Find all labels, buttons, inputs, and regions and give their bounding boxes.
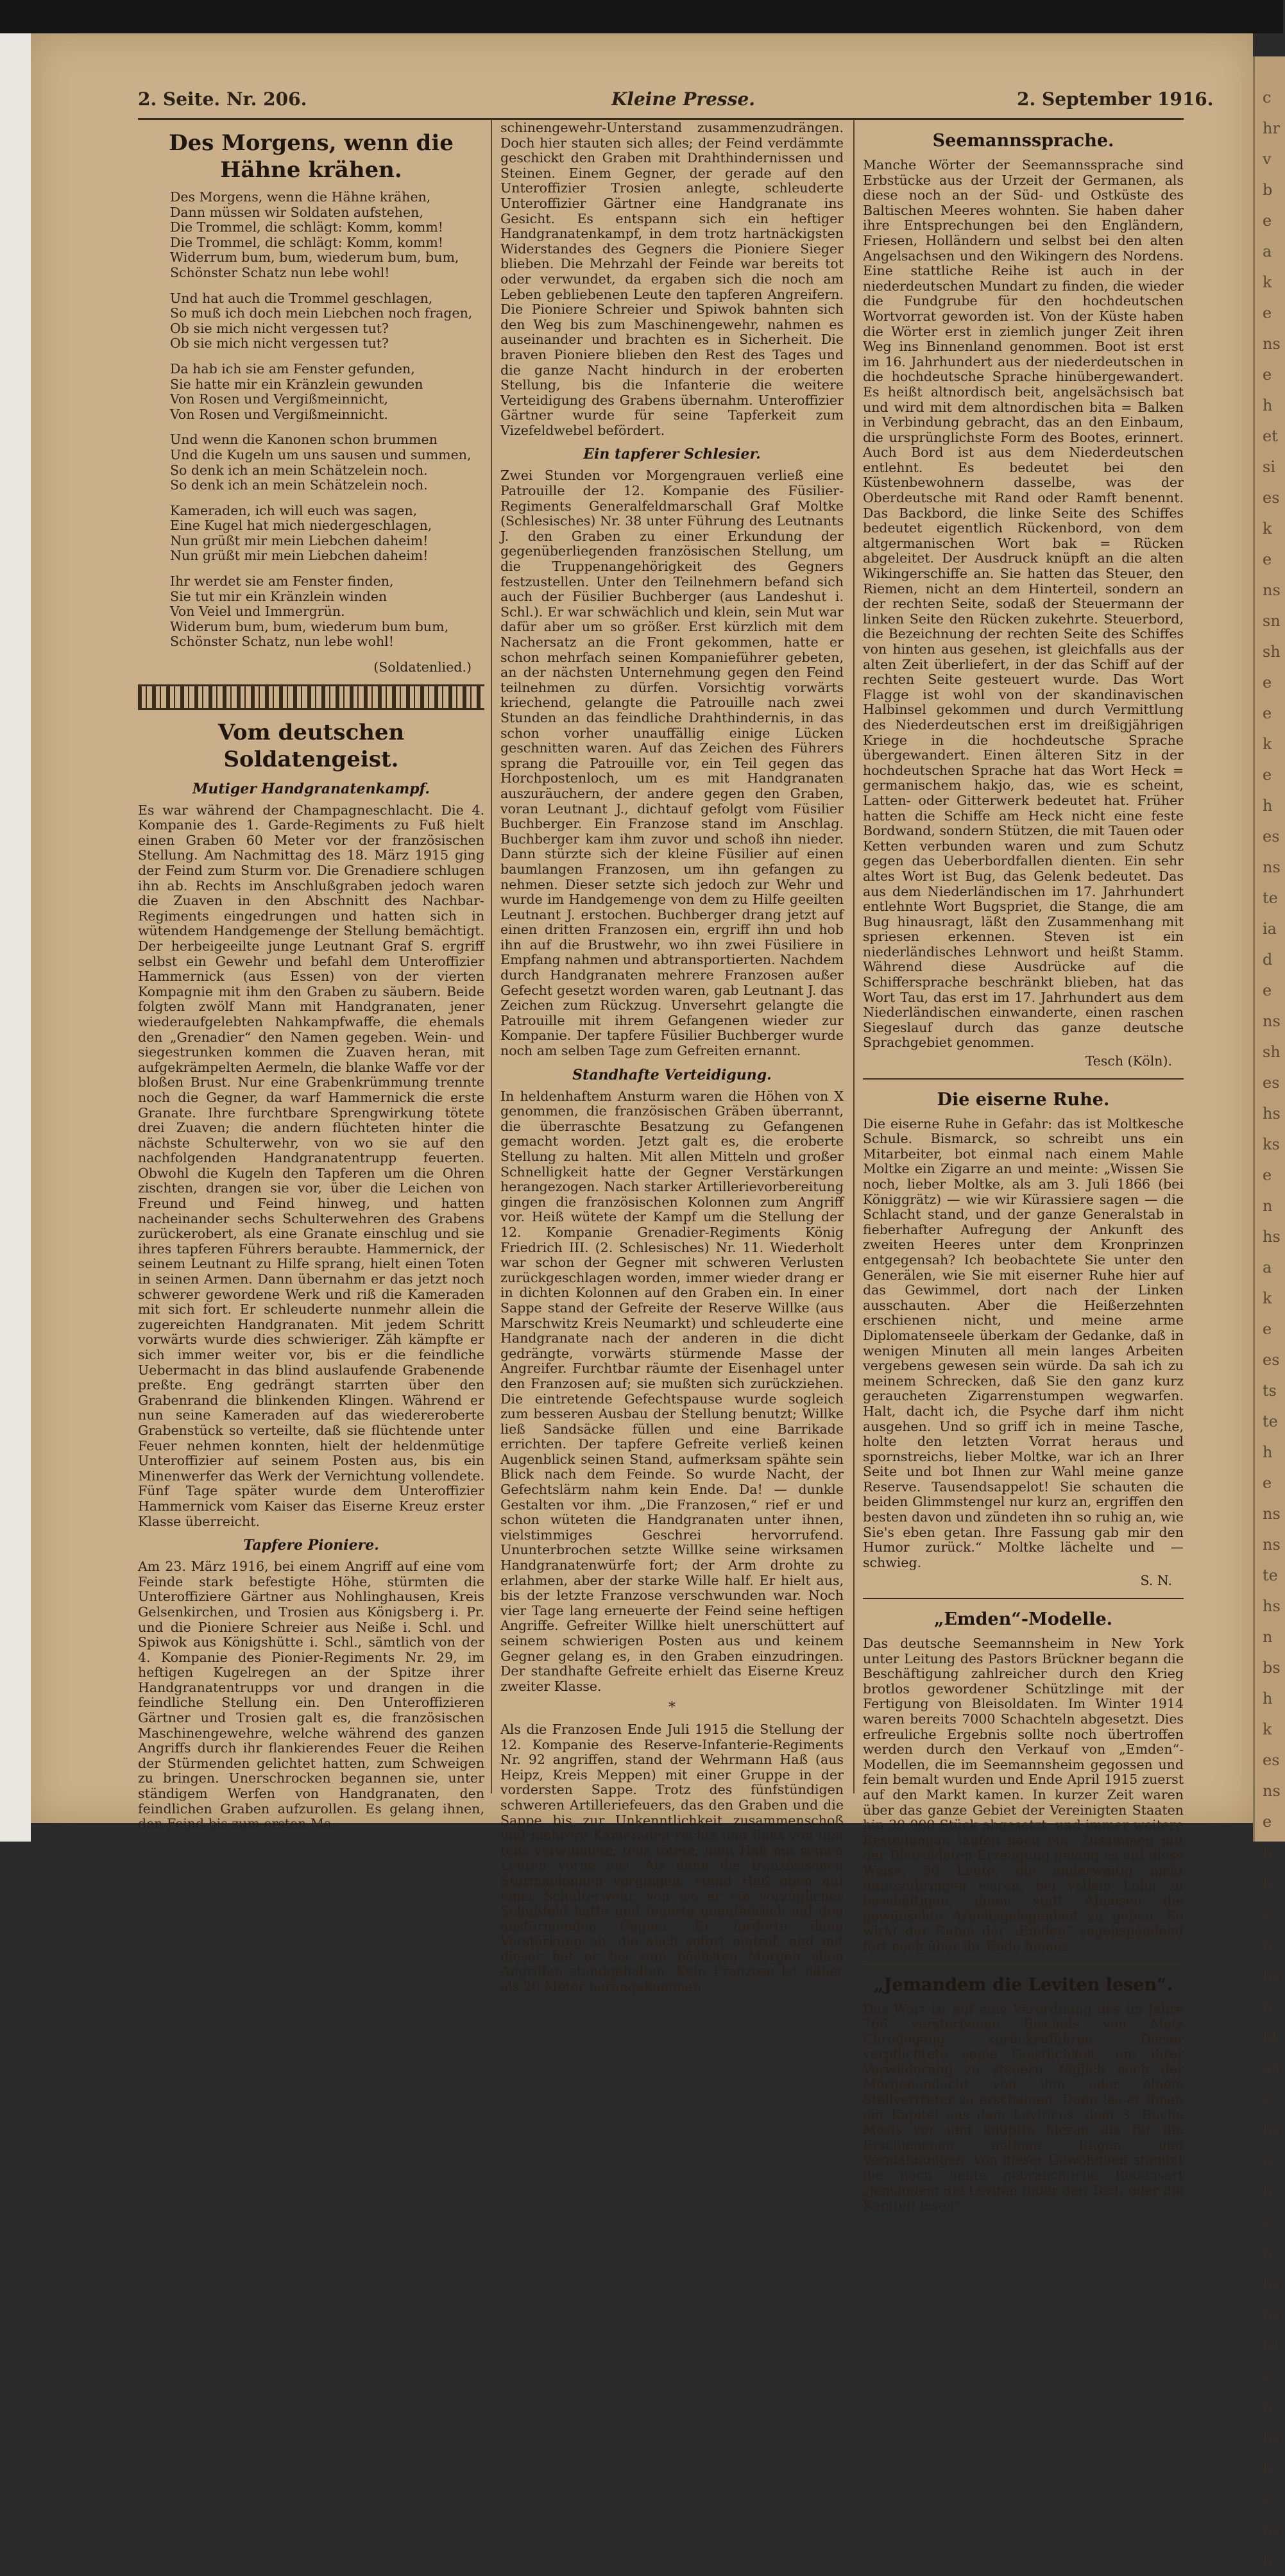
article-paragraph: Am 23. März 1916, bei einem Angriff auf eine vom Feinde stark befestigte Höhe, stürmten die Unteroffiziere Gärtner aus Nohlinghausen, Kreis Gelsenkirchen, und Trosien aus Königsberg i. Pr. und die Pioniere Schreier aus Neiße i. Schl. und Spiwok aus Königshütte i. Schl., sämtlich von der 4. Kompanie des Pionier-Regiments Nr. 29, im heftigen Kugelregen an der Spitze ihrer Handgranatentrupps vor und drangen in die feindliche Stellung ein. Den Unteroffizieren Gärtner und Trosien galt es, die französischen Maschinengewehre, welche während des ganzen Angriffs durch ihr flankierendes Feuer die Reihen der Stürmenden gelichtet hatten, zum Schweigen zu bringen. Unerschrocken begannen sie, unter ständigem Werfen von Handgranaten, den feindlichen Graben aufzurollen. Es gelang ihnen, den Feind bis zum ersten Ma- <box>138 1559 484 1832</box>
issue-date: 2. September 1916. <box>1017 89 1214 110</box>
poem-line: Dann müssen wir Soldaten aufstehen, <box>170 204 423 220</box>
column-2 <box>500 121 844 1998</box>
poem-stanza <box>170 291 484 352</box>
poem-title: Des Morgens, wenn die Hähne krähen. <box>169 130 454 183</box>
article-separator <box>863 1078 1184 1080</box>
poem-line: Eine Kugel hat mich niedergeschlagen, <box>170 518 432 534</box>
poem-line: Ihr werdet sie am Fenster finden, <box>170 573 394 589</box>
article-subtitle: Standhafte Verteidigung. <box>572 1066 772 1083</box>
article-separator <box>863 1963 1184 1965</box>
poem-line: Von Rosen und Vergißmeinnicht, <box>170 391 388 407</box>
poem-line: Schönster Schatz, nun lebe wohl! <box>170 634 394 650</box>
scan-left-margin <box>0 33 31 1842</box>
article-paragraph: Manche Wörter der Seemannssprache sind Erbstücke aus der Urzeit der Germanen, als diese noch an der Süd- und Ostküste des Baltischen Meeres wohnten. Sie haben daher ihre Entsprechungen bei den Engländern, Friesen, Holländern und selbst bei den alten Angelsachsen und den Wikingern des Nordens. Eine stattliche Reihe ist auch in der niederdeutschen Mundart zu finden, die wieder die Fundgrube für den hochdeutschen Wortvorrat geworden ist. Von der Küste haben die Wörter erst in ziemlich junger Zeit ihren Weg ins Binnenland genommen. Boot ist erst im 16. Jahrhundert aus der niederdeutschen in die hochdeutsche Sprache hinübergewandert. Es heißt altnordisch beit, angelsächsisch bat und wird mit dem altnordischen bita = Balken in Verbindung gebracht, das an den Einbaum, die ursprünglichste Form des Bootes, erinnert. Auch Bord ist aus dem Niederdeutschen entlehnt. Es bedeutet bei den Küstenbewohnern dasselbe, was der Oberdeutsche mit Rand oder Ramft benennt. Das Backbord, die linke Seite des Schiffes bedeutet eigentlich Rückenbord, von dem altgermanischen Wort bak = Rücken abgeleitet. Der Ausdruck knüpft an die alten Wikingerschiffe an. Sie hatten das Steuer, den Riemen, nicht an dem Hinterteil, sondern an der rechten Seite, sodaß der Steuermann der linken Seite den Rücken zukehrte. Steuerbord, die Bezeichnung der rechten Seite des Schiffes von hinten aus gesehen, ist gleichfalls aus der alten Zeit überliefert, in der das Schiff auf der rechten Seite gesteuert wurde. Das Wort Flagge ist wohl von der skandinavischen Halbinsel gekommen und durch Vermittlung des Niederdeutschen erst im dreißigjährigen Kriege in die hochdeutsche Sprache übergewandert. Einen älteren Sitz in der hochdeutschen Sprache hat das Wort Heck = germanischem hakjo, das, wie es scheint, Latten- oder Gitterwerk bedeutet hat. Früher hatten die Schiffe am Heck nicht eine feste Bordwand, sondern Stützen, die mit Tauen oder Ketten verbunden waren und zum Schutz gegen das Ueberbordfallen dienten. Ein sehr altes Wort ist Bug, das Gelenk bedeutet. Das aus dem Niederländischen im 17. Jahrhundert entlehnte Wort Bugspriet, die Stange, die am Bug hinausragt, läßt den Zusammenhang mit spriesen erkennen. Steven ist ein niederländisches Lehnwort und heißt Stamm. Während diese Ausdrücke auf die Schiffersprache beschränkt blieben, hat das Wort Tau, das erst im 17. Jahrhundert aus dem Niederländischen einwanderte, einen raschen Siegeslauf durch das ganze deutsche Sprachgebiet genommen. <box>863 157 1184 1051</box>
poem-line: Und wenn die Kanonen schon brummen <box>170 432 438 448</box>
column-3 <box>863 121 1184 2217</box>
poem-stanza <box>170 190 484 281</box>
poem-line: Schönster Schatz nun lebe wohl! <box>170 264 390 280</box>
column-divider <box>853 119 855 1793</box>
masthead-title: Kleine Presse. <box>611 89 756 110</box>
poem-line: Des Morgens, wenn die Hähne krähen, <box>170 189 431 205</box>
poem-stanza <box>170 362 484 422</box>
article-paragraph: Es war während der Champagneschlacht. Die 4. Kompanie des 1. Garde-Regiments zu Fuß hielt einen Graben 60 Meter vor der französischen Stellung. Am Nachmittag des 18. März 1915 ging der Feind zum Sturm vor. Die Grenadiere schlugen ihn ab. Rechts im Anschlußgraben jedoch waren die Zuaven in den Abschnitt des Nachbar-Regiments eingedrungen und hatten sich in wütendem Handgemenge der Stellung bemächtigt. Der herbeigeeilte junge Leutnant Graf S. ergriff selbst ein Gewehr und befahl dem Unteroffizier Hammernick (aus Essen) von der vierten Kompagnie mit ihm den Graben zu säubern. Beide folgten zwölf Mann mit Handgranaten, jener wiederaufgelebten Nahkampfwaffe, die ehemals den „Grenadier“ den Namen gegeben. Wein- und siegestrunken kommen die Zuaven heran, mit aufgekrämpelten Aermeln, die blanke Waffe vor der bloßen Brust. Nur eine Grabenkrümmung trennte noch die Gegner, da warf Hammernick die erste Granate. Ihre furchtbare Sprengwirkung tötete drei Zuaven; die andern flüchteten hinter die nächste Schulterwehr, von wo sie auf den nachfolgenden Handgranatentrupp feuerten. Obwohl die Kugeln den Tapferen um die Ohren zischten, drangen sie vor, über die Leichen von Freund und Feind hinweg, und hatten nacheinander sechs Schulterwehren des Grabens zurückerobert, als eine Granate einschlug und sie ihres tapferen Führers beraubte. Hammernick, der seinem Leutnant zu Hilfe sprang, hielt einen Toten in seinen Armen. Dann übernahm er das jetzt noch schwerer gewordene Werk und riß die Kameraden mit sich fort. Er schleuderte nunmehr allein die zugereichten Handgranaten. Mit jedem Schritt vorwärts wurde dies schwieriger. Zäh kämpfte er sich immer weiter vor, bis er die feindliche Uebermacht in das blind auslaufende Grabenende preßte. Eng gedrängt starrten über den Grabenrand die blinkenden Klingen. Während er nun seine Kameraden auf das wiedereroberte Grabenstück so verteilte, daß sie flüchtende unter Feuer nehmen konnten, hielt der heldenmütige Unteroffizier auf seinem Posten aus, bis ein Minenwerfer das Werk der Vernichtung vollendete. Fünf Tage später wurde dem Unteroffizier Hammernick vom Kaiser das Eiserne Kreuz erster Klasse überreicht. <box>138 802 484 1529</box>
article-title: Die eiserne Ruhe. <box>937 1089 1110 1110</box>
article-paragraph: Als die Franzosen Ende Juli 1915 die Stellung der 12. Kompanie des Reserve-Infanterie-Regiments Nr. 92 angriffen, stand der Wehrmann Haß (aus Heipz, Kreis Meppen) mit einer Gruppe in der vordersten Sappe. Trotz des fünfstündigen schweren Artilleriefeuers, das den Graben und die Sappe bis zur Unkenntlichkeit zusammenschoß und mehrere Kameraden rechts und links von ihm teils verwundete, teils tötete, hielt Haß mit seinen Leuten vorne aus. Als dann die französischen Sturmkolonnen vorgingen, stand Haß oben auf einer Schulterwehr, von wo er ein vorzügliches Schußfeld hatte und feuerte unaufhörlich auf den anstürmenden Gegner. Er forderte dann Verstärkung an, die auch sofort eintraf, und mit dieser hat er bis zum nächsten Morgen allen Angriffen standgehalten. Kein Franzose ist näher als 20 Meter herangekommen. <box>500 1721 844 1995</box>
poem-stanza <box>170 504 484 564</box>
poem-stanza <box>170 574 484 650</box>
poem-line: Nun grüßt mir mein Liebchen daheim! <box>170 532 429 548</box>
article-subtitle: Mutiger Handgranatenkampf. <box>192 780 430 797</box>
page-number: 2. Seite. Nr. 206. <box>138 89 307 110</box>
article-subtitle: Tapfere Pioniere. <box>243 1537 379 1554</box>
poem-line: So muß ich doch mein Liebchen noch fragen, <box>170 305 473 321</box>
poem-stanza <box>170 432 484 493</box>
poem-line: Widerum bum, bum, wiederum bum bum, <box>170 618 449 634</box>
poem-line: Kameraden, ich will euch was sagen, <box>170 502 418 518</box>
poem-line: Und hat auch die Trommel geschlagen, <box>170 290 433 306</box>
poem-attribution: (Soldatenlied.) <box>373 659 472 675</box>
section-star: * <box>668 1700 676 1716</box>
article-paragraph: Das deutsche Seemannsheim in New York unter Leitung des Pastors Brückner begann die Beschäftigung zahlreicher durch den Krieg brotlos gewordener Schützlinge mit der Fertigung von Bleisoldaten. Im Winter 1914 waren bereits 7000 Schachteln abgesetzt. Dies erfreuliche Ergebnis sollte noch übertroffen werden durch den Verkauf von „Emden“-Modellen, die im Seemannsheim gegossen und fein bemalt wurden und Ende April 1915 zuerst auf den Markt kamen. In kurzer Zeit waren über das ganze Gebiet der Vereinigten Staaten hin 30 000 Stück abgesetzt, und immer weitere Bestellungen laufen noch ein. Zusammen mit der Bleisoldaten-Erzeugung gelang es auf diese Weise, 50 Leute, die anderweitig nicht unterzubringen waren, bei vollem Lohn zu beschäftigen, ihnen statt Almosen die gewünschte Arbeitsgelegenheit zu geben. So wirkt der Ruhm der „Emden“ segenspendend fort noch über ihr Ende hinaus. <box>863 1636 1184 1954</box>
article-signature: Tesch (Köln). <box>1085 1053 1172 1069</box>
column-1 <box>138 121 484 1835</box>
article-title: Seemannssprache. <box>932 131 1114 151</box>
ornamental-divider <box>138 684 484 710</box>
poem-line: Nun grüßt mir mein Liebchen daheim! <box>170 548 429 564</box>
article-separator <box>863 1598 1184 1599</box>
poem-line: Ob sie mich nicht vergessen tut? <box>170 320 389 336</box>
article-subtitle: Ein tapferer Schlesier. <box>583 446 761 463</box>
article-title: „Emden“-Modelle. <box>933 1609 1113 1630</box>
section-title: Vom deutschen Soldatengeist. <box>217 719 405 772</box>
scan-top-border <box>0 0 1283 33</box>
poem-line: Sie hatte mir ein Kränzlein gewunden <box>170 376 423 392</box>
poem-line: Die Trommel, die schlägt: Komm, komm! <box>170 219 444 235</box>
poem <box>170 190 484 650</box>
poem-line: Und die Kugeln um uns sausen und summen, <box>170 446 472 462</box>
article-paragraph: In heldenhaftem Ansturm waren die Höhen von X genommen, die französischen Gräben überrannt, die überraschte Besatzung zu Gefangenen gemacht worden. Jetzt galt es, die eroberte Stellung zu halten. Mit allen Mitteln und großer Schnelligkeit hatte der Gegner Verstärkungen herangezogen. Nach starker Artillerievorbereitung gingen die französischen Kolonnen zum Angriff vor. Heiß wütete der Kampf um die Stellung der 12. Kompanie Grenadier-Regiments König Friedrich III. (2. Schlesisches) Nr. 11. Wiederholt war schon der Gegner mit schweren Verlusten zurückgeschlagen worden, immer wieder drang er in dichten Kolonnen auf den Graben ein. In einer Sappe stand der Gefreite der Reserve Willke (aus Marschwitz Kreis Neumarkt) und schleuderte eine Handgranate nach der anderen in die dicht gedrängte, vorwärts stürmende Masse der Angreifer. Furchtbar räumte der Eisenhagel unter den Franzosen auf; sie mußten sich zurückziehen. Die eintretende Gefechtspause wurde sogleich zum besseren Ausbau der Stellung benutzt; Willke ließ Sandsäcke füllen und eine Barrikade errichten. Der tapfere Gefreite verließ keinen Augenblick seinen Stand, aufmerksam spähte sein Blick nach dem Feinde. So wurde Nacht, der Gefechtslärm nahm kein Ende. Da! — dunkle Gestalten vor ihm. „Die Franzosen,“ rief er und schon wüteten die Handgranaten unter ihnen, vielstimmiges Geschrei hervorrufend. Ununterbrochen setzte Willke seine wirksamen Handgranatenwürfe fort; der Arm drohte zu erlahmen, aber der starke Wille half. Er hielt aus, bis der letzte Franzose verschwunden war. Noch vier Tage lang erneuerte der Feind seine heftigen Angriffe. Gefreiter Willke hielt unerschüttert auf seinem schwierigen Posten aus und keinem Gegner gelang es, in den Graben einzudringen. Der standhafte Gefreite erhielt das Eiserne Kreuz zweiter Klasse. <box>500 1088 844 1694</box>
article-signature: S. N. <box>1140 1573 1172 1589</box>
poem-line: So denk ich an mein Schätzelein noch. <box>170 462 428 478</box>
poem-line: Sie tut mir ein Kränzlein winden <box>170 588 387 604</box>
poem-line: Widerrum bum, bum, wiederum bum, bum, <box>170 250 459 266</box>
poem-line: Die Trommel, die schlägt: Komm, komm! <box>170 234 444 250</box>
article-paragraph: Zwei Stunden vor Morgengrauen verließ eine Patrouille der 12. Kompanie des Füsilier-Regiments Generalfeldmarschall Graf Moltke (Schlesisches) Nr. 38 unter Führung des Leutnants J. den Graben zu einer Erkundung der gegenüberliegenden französischen Stellung, um die Truppenangehörigkeit des Gegners festzustellen. Unter den Teilnehmern befand sich auch der Füsilier Buchberger (aus Landeshut i. Schl.). Er war schwächlich und klein, sein Mut war dafür aber um so größer. Erst kürzlich mit dem Nachersatz an die Front gekommen, hatte er schon mehrfach seinen Kompanieführer gebeten, an der nächsten Unternehmung gegen den Feind teilnehmen zu dürfen. Vorsichtig vorwärts kriechend, gelangte die Patrouille nach zwei Stunden an das feindliche Drahthindernis, in das schon vorher unauffällig einige Lücken geschnitten waren. Auf das Zeichen des Führers sprang die Patrouille vor, ein Teil gegen das Horchpostenloch, um es mit Handgranaten auszuräuchern, der andere gegen den Graben, voran Leutnant J., dichtauf gefolgt vom Füsilier Buchberger. Ein Franzose stand im Anschlag. Buchberger kam ihm zuvor und schoß ihn nieder. Dann stürzte sich der kleine Füsilier auf einen baumlangen Franzosen, um ihn gefangen zu nehmen. Dieser setzte sich jedoch zur Wehr und wurde im Handgemenge von dem zu Hilfe geeilten Leutnant J. erstochen. Buchberger drang jetzt auf einen dritten Franzosen ein, ergriff ihn und hob ihn auf die Brustwehr, wo ihn zwei Füsiliere in Empfang nahmen und abtransportierten. Nachdem durch Handgranaten mehrere Franzosen außer Gefecht gesetzt worden waren, gab Leutnant J. das Zeichen zum Rückzug. Unversehrt gelangte die Patrouille mit ihrem Gefangenen wieder zur Kompanie. Der tapfere Füsilier Buchberger wurde noch am selben Tage zum Gefreiten ernannt. <box>500 468 844 1059</box>
article-paragraph: Die eiserne Ruhe in Gefahr: das ist Moltkesche Schule. Bismarck, so schreibt uns ein Mitarbeiter, bot einmal nach einem Mahle Moltke ein Zigarre an und meinte: „Wissen Sie noch, lieber Moltke, als am 3. Juli 1866 (bei Königgrätz) — wie wir Kürassiere sagen — die Schlacht stand, und der ganze Generalstab in fieberhafter Aufregung der Ankunft des zweiten Heeres unter dem Kronprinzen entgegensah? Ich beobachtete Sie unter den Generälen, wie Sie mit eiserner Ruhe hier auf das Gewimmel, dort nach der Linken ausschauten. Aber die Heißerzehnten erschienen nicht, und meine arme Diplomatenseele überkam der Gedanke, daß in wenigen Minuten all mein langes Arbeiten vergebens gewesen sein würde. Da sah ich zu meinem Schrecken, daß Sie den ganz kurz geraucheten Zigarrenstumpen wegwarfen. Halt, dacht ich, die Psyche darf ihm nicht ausgehen. Und so griff ich in meine Tasche, holte den letzten Vorrat heraus und spornstreichs, lieber Moltke, war ich an Ihrer Seite und bot Ihnen zur Wahl meine ganze Reserve. Tausendsappelot! Sie schauten die beiden Glimmstengel nur kurz an, ergriffen den besten davon und zündeten ihn so ruhig an, wie Sie's eben getan. Ihre Fassung gab mir den Humor zurück.“ Moltke lächelte und — schwieg. <box>863 1115 1184 1570</box>
article-paragraph: Das Wort ist auf eine Verordnung des im Jahre 766 verstorbenen Bischofs von Metz Chrodegang zurückzuführen. Dieser verpflichtete seine Geistlichkeit, um ihrer Verwilderung zu steuern, täglich nach der Morgenandacht von ihm oder einem Stellvertreter zu erscheinen. Dann las er ihnen ein Kapitel aus dem Leviticus, dem 3. Buche Mosis vor und knüpfte hieran die für die Erschienenen nötigen Rügen und Vermahnungen. Von dieser Gewohnheit stammt die noch heute gebräuchliche Redensart „jemandem die Leviten (oder den Text, oder die Kapitel) lesen“. <box>863 2001 1184 2214</box>
adjacent-page-text: chrvbeakensehetsieskenssnsheekehesnsteiadenssheshsksenhsakeeststehensnstehsnbshkesnsehkenhsnktsnehsiehenhsnstdenhskensh <box>1263 89 1281 2570</box>
poem-line: Von Veiel und Immergrün. <box>170 604 345 620</box>
article-paragraph: schinengewehr-Unterstand zusammenzudrängen. Doch hier stauten sich alles; der Feind verdämmte geschickt den Graben mit Drahthindernissen und Steinen. Einem Gegner, der gerade auf den Unteroffizier Trosien anlegte, schleuderte Unteroffizier Gärtner eine Handgranate ins Gesicht. Es entspann sich ein heftiger Handgranatenkampf, in dem trotz hartnäckigsten Widerstandes des Gegners die Pioniere Sieger blieben. Die Mehrzahl der Feinde war bereits tot oder verwundet, da ergaben sich die noch am Leben gebliebenen Leute den tapferen Angreifern. Die Pioniere Schreier und Spiwok bahnten sich den Weg bis zum Maschinengewehr, nahmen es auseinander und brachten es in Sicherheit. Die braven Pioniere blieben den Rest des Tages und die ganze Nacht hindurch in der eroberten Stellung, bis die Infanterie die weitere Verteidigung des Grabens übernahm. Unteroffizier Gärtner wurde für seine Tapferkeit zum Vizefeldwebel befördert. <box>500 120 844 438</box>
poem-line: Ob sie mich nicht vergessen tut? <box>170 335 389 352</box>
poem-line: So denk ich an mein Schätzelein noch. <box>170 477 428 493</box>
adjacent-page-edge <box>1253 56 1285 2570</box>
article-title: „Jemandem die Leviten lesen“. <box>873 1974 1173 1995</box>
poem-line: Von Rosen und Vergißmeinnicht. <box>170 406 388 422</box>
poem-line: Da hab ich sie am Fenster gefunden, <box>170 360 415 377</box>
column-divider <box>491 119 492 1793</box>
